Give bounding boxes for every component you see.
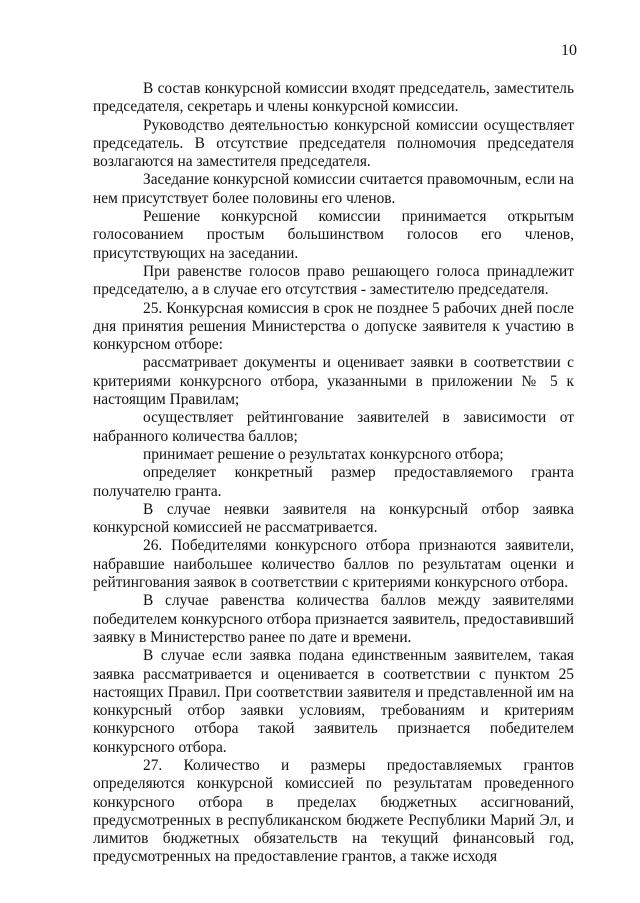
paragraph-tie-vote: При равенстве голосов право решающего голоса принадлежит председателю, а в случае его отсутствия - заместителю председателя.	[93, 262, 574, 299]
paragraph-meeting-quorum: Заседание конкурсной комиссии считается правомочным, если на нем присутствует более половины его членов.	[93, 171, 574, 207]
paragraph-decision-voting: Решение конкурсной комиссии принимается открытым голосованием простым большинством голосов его членов, присутствующих на заседании.	[93, 208, 574, 262]
paragraph-clause-26: 26. Победителями конкурсного отбора признаются заявители, набравшие наибольшее количество баллов по результатам оценки и рейтингования заявок в соответствии с критериями конкурсного отбора.	[93, 537, 574, 592]
paragraph-no-show: В случае неявки заявителя на конкурсный отбор заявка конкурсной комиссией не рассматривается.	[93, 500, 574, 537]
page-number: 10	[561, 42, 577, 59]
paragraph-single-applicant: В случае если заявка подана единственным заявителем, такая заявка рассматривается и оценивается в соответствии с пунктом 25 настоящих Правил. При соответствии заявителя и представленной им на конкурсный отбор заявки условиям, требованиям и критериям конкурсного отбора такой заявитель признается победителем конкурсного отбора.	[93, 647, 574, 756]
paragraph-commission-leadership: Руководство деятельностью конкурсной комиссии осуществляет председатель. В отсутствие председателя полномочия председателя возлагаются на заместителя председателя.	[93, 116, 574, 171]
document-body	[93, 80, 574, 867]
paragraph-clause-27: 27. Количество и размеры предоставляемых грантов определяются конкурсной комиссией по результатам проведенного конкурсного отбора в пределах бюджетных ассигнований, предусмотренных в республиканском бюджете Республики Марий Эл, и лимитов бюджетных обязательств на текущий финансовый год, предусмотренных на предоставление грантов, а также исходя	[93, 756, 574, 866]
paragraph-ranking: осуществляет рейтингование заявителей в зависимости от набранного количества баллов;	[93, 409, 574, 445]
paragraph-clause-25: 25. Конкурсная комиссия в срок не позднее 5 рабочих дней после дня принятия решения Министерства о допуске заявителя к участию в конкурсном отборе:	[93, 299, 574, 354]
paragraph-commission-composition: В состав конкурсной комиссии входят председатель, заместитель председателя, секретарь и члены конкурсной комиссии.	[93, 80, 574, 116]
paragraph-reviews-documents: рассматривает документы и оценивает заявки в соответствии с критериями конкурсного отбора, указанными в приложении № 5 к настоящим Правилам;	[93, 354, 574, 409]
paragraph-decision-results: принимает решение о результатах конкурсного отбора;	[143, 445, 504, 463]
paragraph-equal-scores: В случае равенства количества баллов между заявителями победителем конкурсного отбора признается заявитель, предоставивший заявку в Министерство ранее по дате и времени.	[93, 592, 574, 646]
paragraph-grant-size: определяет конкретный размер предоставляемого гранта получателю гранта.	[93, 464, 574, 500]
